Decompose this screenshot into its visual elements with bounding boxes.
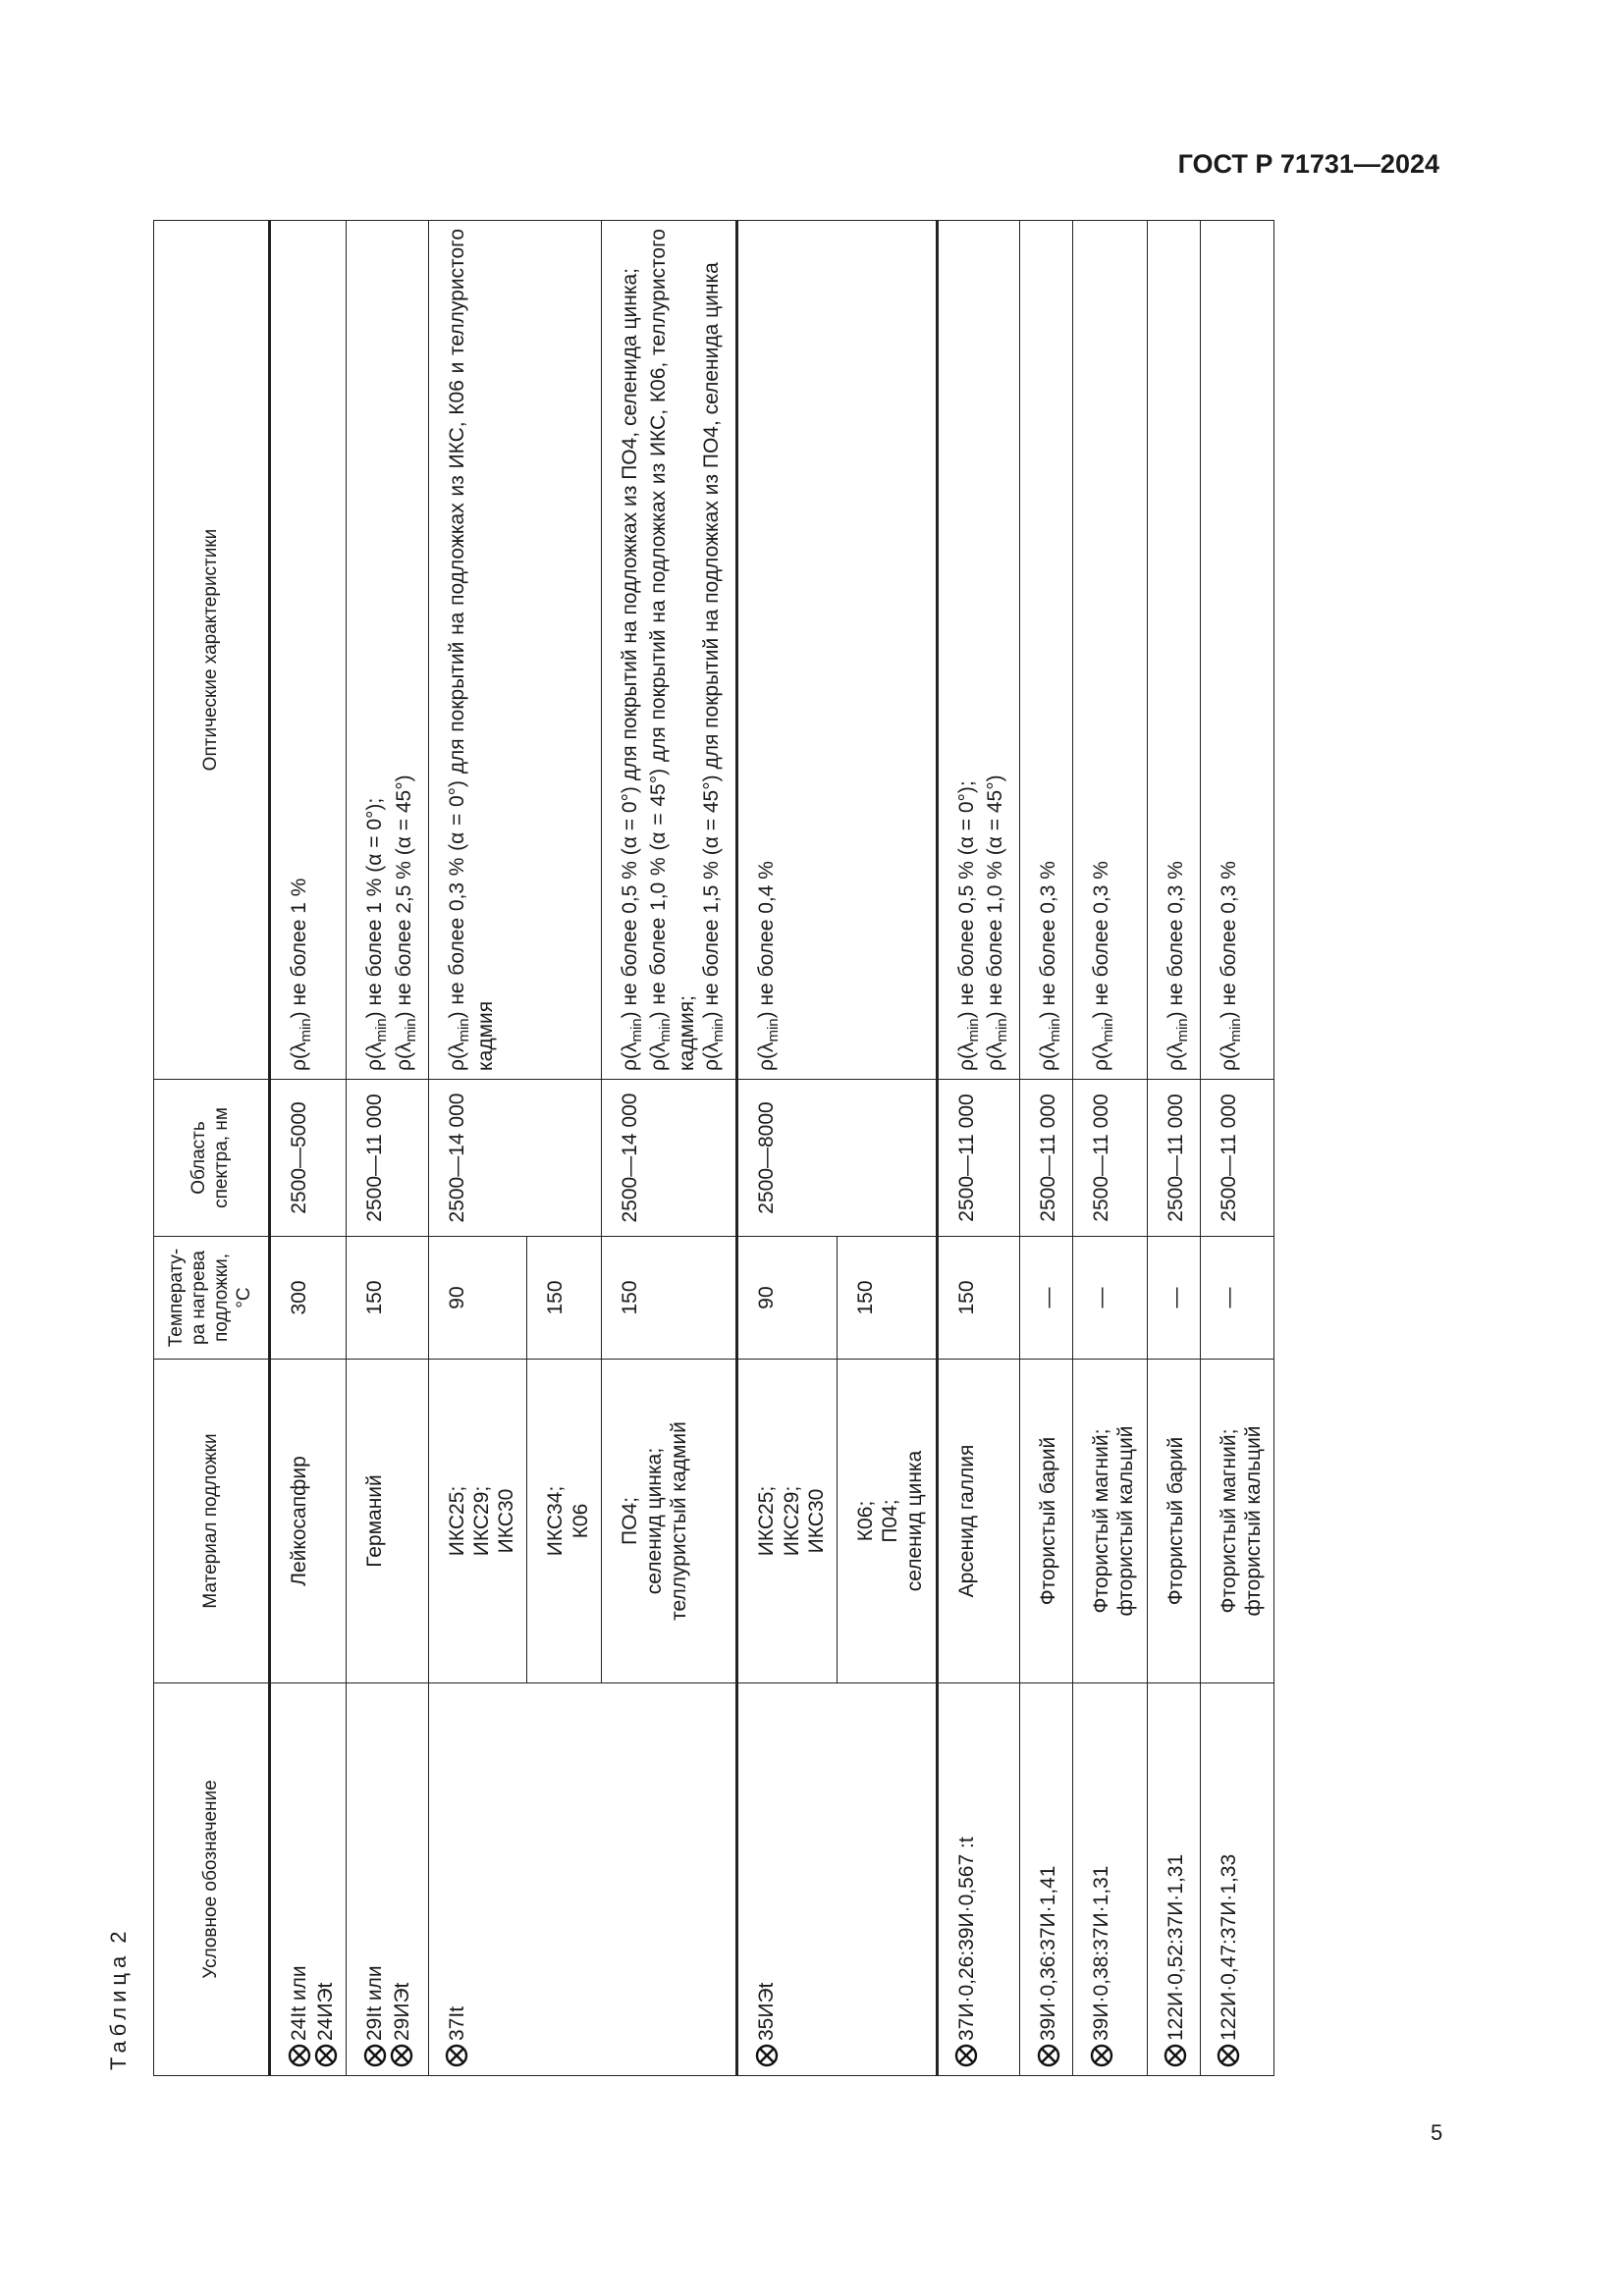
circled-cross-icon: [1090, 2044, 1113, 2067]
col-header-optical: Оптические характеристики: [154, 221, 270, 1080]
col-header-material: Материал подложки: [154, 1360, 270, 1683]
cell-material: Лейкосапфир: [270, 1360, 347, 1683]
circled-cross-icon: [1037, 2044, 1060, 2067]
cell-temperature: 300: [270, 1237, 347, 1360]
circled-cross-icon: [1164, 2044, 1187, 2067]
circled-cross-icon: [390, 2044, 413, 2067]
cell-material: Фтористый барий: [1019, 1360, 1072, 1683]
cell-optical: $\rho(\lambda_{min})$ не более 0,3 % (α = 0°) для покрытий на подложках из ИКС, К06 и теллуристого кадмия: [428, 221, 601, 1080]
caption-number: 2: [106, 1931, 131, 1944]
rotated-table-container: [106, 221, 1461, 2076]
cell-designation: 39И·0,38:37И·1,31: [1073, 1683, 1147, 2076]
table-header-row: [154, 221, 270, 2076]
cell-optical: $\rho(\lambda_{min})$ не более 0,3 %: [1019, 221, 1072, 1080]
col-header-spectrum: Область спектра, нм: [154, 1080, 270, 1237]
circled-cross-icon: [288, 2044, 311, 2067]
cell-material: Арсенид галлия: [937, 1360, 1019, 1683]
circled-cross-icon: [445, 2044, 468, 2067]
cell-designation: 122И·0,52:37И·1,31: [1147, 1683, 1200, 2076]
cell-material: ПО4; селенид цинка; теллуристый кадмий: [601, 1360, 737, 1683]
cell-spectrum: 2500—14 000: [601, 1080, 737, 1237]
cell-optical: $\rho(\lambda_{min})$ не более 0,5 % (α = 0°) для покрытий на подложках из ПО4, селенида цинка; $\rho(\lambda_{min})$ не более 1,0 % (α = 45°) для покрытий на подложках из ИКС, К06, теллуристого кадмия; $\rho(\lambda_{min})$ не более 1,5 % (α = 45°) для покрытий на подложках из ПО4, селенида цинка: [601, 221, 737, 1080]
cell-optical: $\rho(\lambda_{min})$ не более 0,3 %: [1073, 221, 1147, 1080]
document-id: ГОСТ Р 71731—2024: [1177, 149, 1439, 179]
page-number: 5: [1431, 2120, 1443, 2145]
cell-designation: 24It или 24ИЭt: [270, 1683, 347, 2076]
cell-optical: $\rho(\lambda_{min})$ не более 0,5 % (α = 0°); $\rho(\lambda_{min})$ не более 1,0 % (α = 45°): [937, 221, 1019, 1080]
circled-cross-icon: [363, 2044, 387, 2067]
cell-spectrum: 2500—11 000: [1073, 1080, 1147, 1237]
cell-spectrum: 2500—11 000: [937, 1080, 1019, 1237]
circled-cross-icon: [954, 2044, 978, 2067]
cell-optical: $\rho(\lambda_{min})$ не более 0,3 %: [1147, 221, 1200, 1080]
table-row: [1147, 221, 1200, 2076]
cell-designation: 37И·0,26:39И·0,567 :t: [937, 1683, 1019, 2076]
table-row: [737, 221, 838, 2076]
circled-cross-icon: [314, 2044, 338, 2067]
col-header-designation: Условное обозначение: [154, 1683, 270, 2076]
cell-spectrum: 2500—11 000: [1019, 1080, 1072, 1237]
cell-temperature: 90: [428, 1237, 527, 1360]
cell-temperature: 150: [527, 1237, 601, 1360]
cell-spectrum: 2500—11 000: [1200, 1080, 1273, 1237]
cell-temperature: 150: [347, 1237, 428, 1360]
cell-designation: 35ИЭt: [737, 1683, 937, 2076]
cell-temperature: —: [1200, 1237, 1273, 1360]
cell-spectrum: 2500—14 000: [428, 1080, 601, 1237]
cell-material: Фтористый магний; фтористый кальций: [1200, 1360, 1273, 1683]
table-row: [1073, 221, 1147, 2076]
cell-temperature: 150: [937, 1237, 1019, 1360]
cell-material: ИКС34; К06: [527, 1360, 601, 1683]
cell-temperature: 150: [838, 1237, 938, 1360]
cell-spectrum: 2500—11 000: [347, 1080, 428, 1237]
cell-material: Фтористый барий: [1147, 1360, 1200, 1683]
cell-temperature: 90: [737, 1237, 838, 1360]
cell-material: Фтористый магний; фтористый кальций: [1073, 1360, 1147, 1683]
optical-coatings-table: [153, 220, 1274, 2076]
cell-designation: 37It: [428, 1683, 737, 2076]
cell-optical: $\rho(\lambda_{min})$ не более 1 % (α = 0°); $\rho(\lambda_{min})$ не более 2,5 % (α = 45°): [347, 221, 428, 1080]
cell-material: ИКС25; ИКС29; ИКС30: [428, 1360, 527, 1683]
table-row: [270, 221, 347, 2076]
cell-spectrum: 2500—5000: [270, 1080, 347, 1237]
table-row: [428, 221, 527, 2076]
cell-designation: 122И·0,47:37И·1,33: [1200, 1683, 1273, 2076]
cell-temperature: —: [1019, 1237, 1072, 1360]
col-header-temperature: Температу-ра нагрева подложки, °С: [154, 1237, 270, 1360]
table-row: [1019, 221, 1072, 2076]
cell-optical: $\rho(\lambda_{min})$ не более 0,4 %: [737, 221, 937, 1080]
cell-spectrum: 2500—11 000: [1147, 1080, 1200, 1237]
circled-cross-icon: [755, 2044, 779, 2067]
cell-material: К06; П04; селенид цинка: [838, 1360, 938, 1683]
cell-temperature: 150: [601, 1237, 737, 1360]
table-row: [347, 221, 428, 2076]
cell-temperature: —: [1147, 1237, 1200, 1360]
cell-temperature: —: [1073, 1237, 1147, 1360]
cell-designation: 39И·0,36:37И·1,41: [1019, 1683, 1072, 2076]
cell-material: Германий: [347, 1360, 428, 1683]
table-caption: [106, 1931, 132, 2070]
cell-spectrum: 2500—8000: [737, 1080, 937, 1237]
table-row: [937, 221, 1019, 2076]
table-row: [1200, 221, 1273, 2076]
cell-designation: 29It или 29ИЭt: [347, 1683, 428, 2076]
cell-material: ИКС25; ИКС29; ИКС30: [737, 1360, 838, 1683]
circled-cross-icon: [1217, 2044, 1240, 2067]
cell-optical: $\rho(\lambda_{min})$ не более 1 %: [270, 221, 347, 1080]
caption-word: Таблица: [106, 1950, 131, 2070]
cell-optical: $\rho(\lambda_{min})$ не более 0,3 %: [1200, 221, 1273, 1080]
